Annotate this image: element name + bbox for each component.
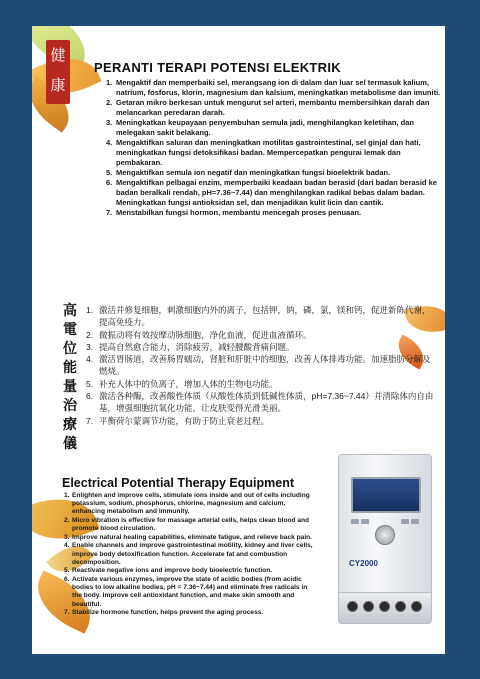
- device-screen: [351, 477, 421, 513]
- list-item: 1. 激活并修复细胞，刺激细胞内外的离子，包括钾，钠，磷，氯，镁和钙，促进新陈代谢，提高免疫力。: [86, 305, 431, 328]
- list-item: 4. Mengaktifkan saluran dan meningkatkan motilitas gastrointestinal, sel ginjal dan hati, meningkatkan fungsi detoksifikasi badan. Mempercepatkan pengurai lemak dan pembakaran.: [106, 138, 421, 167]
- list-item: 3. Meningkatkan keupayaan penyembuhan semula jadi, menghilangkan keletihan, dan melegakan sakit belakang.: [106, 118, 414, 137]
- list-item: 2. Getaran mikro berkesan untuk mengurut sel arteri, membantu membersihkan darah dan melancarkan peredaran darah.: [106, 98, 430, 117]
- health-seal: [46, 40, 70, 104]
- device-port: [347, 601, 358, 612]
- list-item: 4. 激活胃肠道，改善肠胃蠕动，肾脏和肝脏中的细胞，改善人体排毒功能。加速脂肪分解及燃烧。: [86, 354, 431, 377]
- device-port: [363, 601, 374, 612]
- list-item: 7. 平衡荷尔蒙调节功能，有助于防止衰老过程。: [86, 415, 270, 426]
- chinese-benefits-list: [86, 304, 436, 427]
- device-button: [401, 519, 409, 524]
- english-title: Electrical Potential Therapy Equipment: [62, 476, 295, 490]
- list-item: 6. 激活各种酶，改善酸性体质（从酸性体质到低碱性体质，pH=7.36~7.44）并清除体内自由基，增强细胞抗氧化功能，让皮肤变得光滑美丽。: [86, 391, 434, 414]
- device-body: [338, 454, 432, 594]
- list-item: 2. 微振动将有效按摩动脉细胞，净化血液，促进血液循环。: [86, 329, 312, 340]
- list-item: 6. Activate various enzymes, improve the state of acidic bodies (from acidic bodies to low alkaline bodies, pH = 7.36~7.44) and eliminate free radicals in the body. Improve cell antioxidant function, and make skin smooth and beautiful.: [64, 575, 308, 608]
- list-item: 5. 补充人体中的负离子，增加人体的生物电功能。: [86, 378, 278, 389]
- brochure-page: [32, 26, 445, 654]
- device-base: [338, 592, 432, 624]
- seal-char: 健: [50, 46, 66, 64]
- malay-title: PERANTI TERAPI POTENSI ELEKTRIK: [94, 60, 341, 75]
- device-port: [379, 601, 390, 612]
- therapy-device-image: [338, 454, 430, 622]
- list-item: 3. 提高自然愈合能力，消除疲劳，减轻腰酸背痛问题。: [86, 341, 295, 352]
- list-item: 5. Reactivate negative ions and improve body bioelectric function.: [64, 567, 273, 575]
- chinese-title: 高 電 位 能 量 治 療 儀: [63, 303, 77, 452]
- device-button: [351, 519, 359, 524]
- seal-char: 康: [50, 76, 66, 94]
- list-item: 4. Enable channels and improve gastrointestinal motility, kidney and liver cells, improve body detoxification function. Accelerate fat and combustion decomposition.: [64, 542, 313, 566]
- device-port: [395, 601, 406, 612]
- device-button: [411, 519, 419, 524]
- list-item: 6. Mengaktifkan pelbagai enzim, memperbaiki keadaan badan berasid (dari badan berasid ke badan beralkali rendah, pH=7.36~7.44) dan menghilangkan radikal bebas dalam badan. Meningkatkan fungsi antioksidan sel, dan menjadikan kulit licin dan cantik.: [106, 178, 437, 208]
- list-item: 1. Enlighten and improve cells, stimulate ions inside and out of cells including potassium, sodium, phosphorus, chlorine, magnesium and calcium, enhancing metabolism and immunity.: [64, 492, 310, 516]
- device-brand-label: CY2000: [349, 559, 378, 568]
- device-button: [361, 519, 369, 524]
- list-item: 5. Mengaktifkan semula ion negatif dan meningkatkan fungsi bioelektrik badan.: [106, 168, 391, 178]
- list-item: 3. Improve natural healing capabilities, eliminate fatigue, and relieve back pain.: [64, 533, 313, 541]
- list-item: 7. Menstabilkan fungsi hormon, membantu mencegah proses penuaan.: [106, 208, 362, 218]
- malay-benefits-list: [96, 78, 445, 219]
- device-knob: [375, 525, 395, 545]
- device-port: [411, 601, 422, 612]
- list-item: 1. Mengaktif dan memperbaiki sel, merangsang ion di dalam dan luar sel termasuk kalium, natrium, fosforus, klorin, magnesium dan kalsium, meningkatkan metabolisme dan imuniti.: [106, 78, 441, 97]
- list-item: 2. Micro vibration is effective for massage arterial cells, helps clean blood and promote blood circulation.: [64, 517, 310, 533]
- list-item: 7. Stabilize hormone function, helps prevent the aging process.: [64, 609, 264, 617]
- english-benefits-list: [64, 492, 314, 618]
